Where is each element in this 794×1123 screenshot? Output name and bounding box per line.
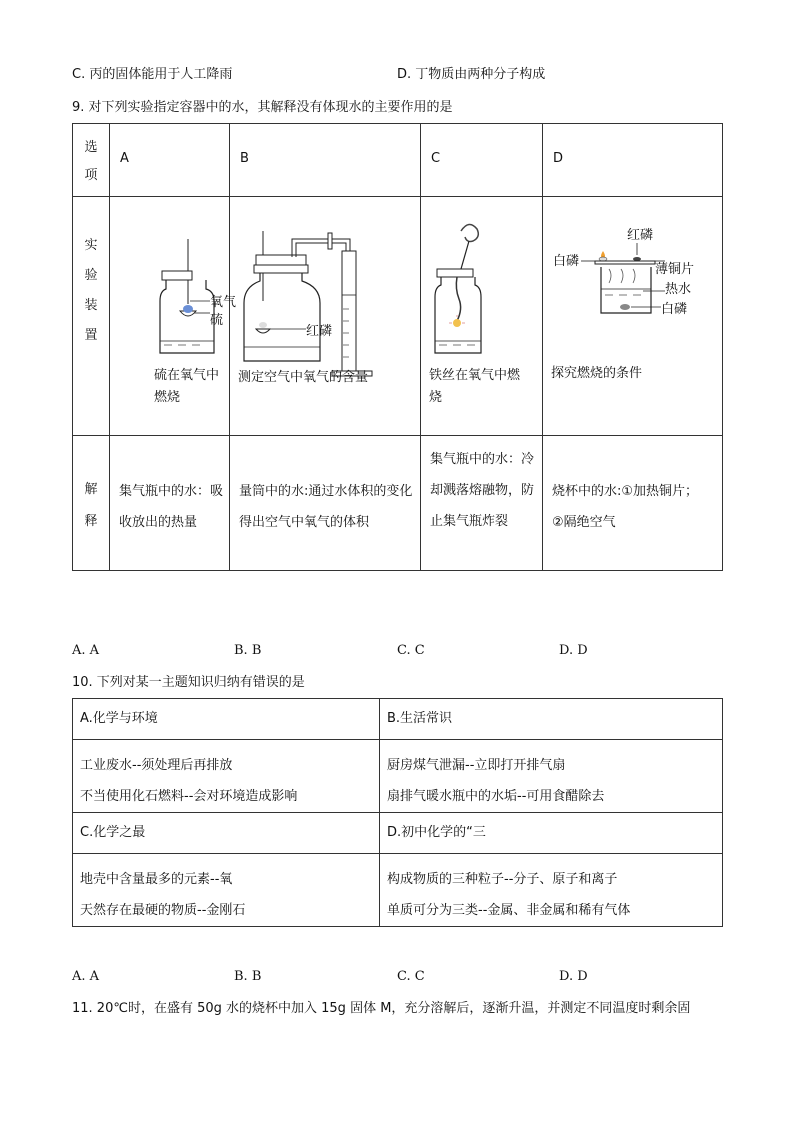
iron-wire-combustion-diagram [421,211,541,371]
q9-answer-a: A. A [72,643,100,658]
question-11-stem: 11. 20℃时，在盛有 50g 水的烧杯中加入 15g 固体 M，充分溶解后，逐渐升温，并测定不同温度时剩余固 [72,1001,691,1016]
q9-answer-c: C. C [397,643,425,658]
header-label-cell [73,124,110,197]
header-label-char: 选 [84,140,98,155]
q9-answer-d: D. D [559,643,588,658]
label-red-phosphorus-top: 红磷 [627,228,654,243]
column-header-b: B [230,124,421,197]
label-copper-sheet: 薄铜片 [655,262,695,277]
topic-b-content: 厨房煤气泄漏--立即打开排气扇 扇排气暖水瓶中的水垢--可用食醋除去 [380,740,723,813]
apparatus-label-char: 装 [84,298,98,313]
option-c-text: C. 丙的固体能用于人工降雨 [72,67,233,82]
label-sulfur: 硫 [210,313,224,328]
q10-answer-d: D. D [559,969,588,984]
column-header-a: A [110,124,230,197]
apparatus-a-cell [110,197,237,436]
apparatus-d-cell [543,197,723,436]
topic-d-title: D.初中化学的“三 [380,813,723,854]
topic-b-title: B.生活常识 [380,699,723,740]
sulfur-combustion-diagram [110,231,237,381]
explanation-label-char: 释 [84,514,98,529]
topic-c-content: 地壳中含量最多的元素--氧 天然存在最硬的物质--金刚石 [73,854,380,927]
label-white-phosphorus-bottom: 白磷 [661,302,688,317]
label-white-phosphorus-top: 白磷 [553,254,580,269]
caption-a: 硫在氧气中燃烧 [154,368,220,405]
caption-b: 测定空气中氧气的含量 [238,370,369,385]
question-9-stem: 9. 对下列实验指定容器中的水，其解释没有体现水的主要作用的是 [72,100,453,115]
combustion-conditions-diagram [543,213,721,363]
question-10-table [72,698,723,927]
explanation-d: 烧杯中的水:①加热铜片； ②隔绝空气 [543,436,723,571]
apparatus-label-char: 置 [84,328,98,343]
apparatus-label-cell [73,197,110,436]
explanation-a: 集气瓶中的水：吸收放出的热量 [110,436,230,571]
explanation-label-cell [73,436,110,571]
explanation-c: 集气瓶中的水：冷却溅落熔融物，防止集气瓶炸裂 [421,436,543,571]
explanation-label-char: 解 [84,482,98,497]
q9-answer-b: B. B [234,643,262,658]
apparatus-b-cell [230,197,421,436]
column-header-c: C [421,124,543,197]
apparatus-label-char: 实 [84,238,98,253]
topic-c-title: C.化学之最 [73,813,380,854]
label-oxygen: 氧气 [210,295,237,310]
label-red-phosphorus: 红磷 [306,324,333,339]
header-label-char: 项 [84,168,98,183]
caption-d: 探究燃烧的条件 [551,366,643,381]
q10-answer-c: C. C [397,969,425,984]
caption-c: 铁丝在氧气中燃 烧 [429,368,521,405]
apparatus-label-char: 验 [84,268,98,283]
topic-a-content: 工业废水--须处理后再排放 不当使用化石燃料--会对环境造成影响 [73,740,380,813]
question-9-table [72,123,723,571]
topic-d-content: 构成物质的三种粒子--分子、原子和离子 单质可分为三类--金属、非金属和稀有气体 [380,854,723,927]
label-hot-water: 热水 [665,282,692,297]
question-10-stem: 10. 下列对某一主题知识归纳有错误的是 [72,675,305,690]
oxygen-content-diagram [230,229,420,389]
option-d-text: D. 丁物质由两种分子构成 [397,67,546,82]
q10-answer-a: A. A [72,969,100,984]
apparatus-c-cell [421,197,543,436]
q10-answer-b: B. B [234,969,262,984]
column-header-d: D [543,124,723,197]
topic-a-title: A.化学与环境 [73,699,380,740]
explanation-b: 量筒中的水:通过水体积的变化得出空气中氧气的体积 [230,436,421,571]
